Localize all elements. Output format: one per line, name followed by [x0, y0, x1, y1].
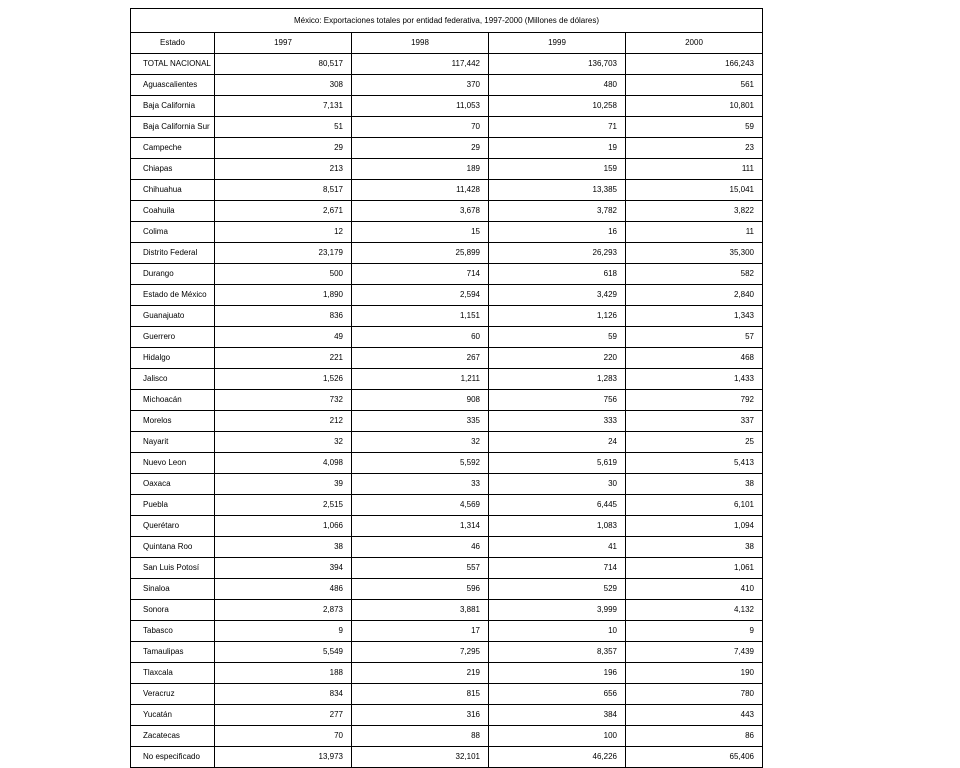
value-2000-cell: 65,406 [626, 747, 763, 768]
state-cell: Quintana Roo [131, 537, 215, 558]
state-cell: Puebla [131, 495, 215, 516]
value-1997-cell: 70 [215, 726, 352, 747]
value-1997-cell: 1,526 [215, 369, 352, 390]
value-1998-cell: 4,569 [352, 495, 489, 516]
value-1999-cell: 8,357 [489, 642, 626, 663]
table-row [131, 600, 763, 621]
value-2000-cell: 25 [626, 432, 763, 453]
header-1997: 1997 [215, 33, 352, 54]
value-1997-cell: 32 [215, 432, 352, 453]
value-1997-cell: 277 [215, 705, 352, 726]
table-row [131, 621, 763, 642]
value-2000-cell: 35,300 [626, 243, 763, 264]
value-1999-cell: 136,703 [489, 54, 626, 75]
table-row [131, 726, 763, 747]
value-2000-cell: 582 [626, 264, 763, 285]
table-row [131, 243, 763, 264]
value-2000-cell: 410 [626, 579, 763, 600]
value-1998-cell: 3,678 [352, 201, 489, 222]
value-1998-cell: 219 [352, 663, 489, 684]
table-row [131, 327, 763, 348]
value-1997-cell: 2,873 [215, 600, 352, 621]
value-2000-cell: 23 [626, 138, 763, 159]
state-cell: Campeche [131, 138, 215, 159]
value-1999-cell: 41 [489, 537, 626, 558]
value-1997-cell: 308 [215, 75, 352, 96]
value-1997-cell: 23,179 [215, 243, 352, 264]
table-row [131, 411, 763, 432]
value-1997-cell: 2,671 [215, 201, 352, 222]
value-1998-cell: 316 [352, 705, 489, 726]
value-1999-cell: 1,126 [489, 306, 626, 327]
value-1999-cell: 71 [489, 117, 626, 138]
value-1999-cell: 3,999 [489, 600, 626, 621]
value-2000-cell: 443 [626, 705, 763, 726]
table-row [131, 537, 763, 558]
value-1998-cell: 88 [352, 726, 489, 747]
value-1998-cell: 267 [352, 348, 489, 369]
value-1998-cell: 5,592 [352, 453, 489, 474]
state-cell: Nuevo Leon [131, 453, 215, 474]
value-1999-cell: 220 [489, 348, 626, 369]
value-2000-cell: 6,101 [626, 495, 763, 516]
value-1997-cell: 834 [215, 684, 352, 705]
value-1997-cell: 39 [215, 474, 352, 495]
value-1999-cell: 656 [489, 684, 626, 705]
value-1998-cell: 15 [352, 222, 489, 243]
table-row [131, 390, 763, 411]
table-row [131, 579, 763, 600]
table-row [131, 495, 763, 516]
value-1998-cell: 46 [352, 537, 489, 558]
table-row [131, 516, 763, 537]
value-1998-cell: 370 [352, 75, 489, 96]
state-cell: Aguascalientes [131, 75, 215, 96]
state-cell: Hidalgo [131, 348, 215, 369]
state-cell: Jalisco [131, 369, 215, 390]
value-2000-cell: 4,132 [626, 600, 763, 621]
table-row [131, 285, 763, 306]
value-1999-cell: 13,385 [489, 180, 626, 201]
value-1997-cell: 49 [215, 327, 352, 348]
state-cell: Tabasco [131, 621, 215, 642]
state-cell: Colima [131, 222, 215, 243]
value-1998-cell: 714 [352, 264, 489, 285]
value-2000-cell: 1,343 [626, 306, 763, 327]
value-2000-cell: 190 [626, 663, 763, 684]
state-cell: TOTAL NACIONAL [131, 54, 215, 75]
state-cell: Nayarit [131, 432, 215, 453]
table-row [131, 117, 763, 138]
table-row [131, 663, 763, 684]
value-2000-cell: 337 [626, 411, 763, 432]
value-1998-cell: 1,211 [352, 369, 489, 390]
value-1999-cell: 19 [489, 138, 626, 159]
value-2000-cell: 10,801 [626, 96, 763, 117]
state-cell: Morelos [131, 411, 215, 432]
value-1999-cell: 46,226 [489, 747, 626, 768]
state-cell: Estado de México [131, 285, 215, 306]
value-1999-cell: 100 [489, 726, 626, 747]
value-2000-cell: 11 [626, 222, 763, 243]
value-1998-cell: 189 [352, 159, 489, 180]
state-cell: Sonora [131, 600, 215, 621]
value-1997-cell: 212 [215, 411, 352, 432]
table-row [131, 747, 763, 768]
value-1999-cell: 16 [489, 222, 626, 243]
value-1999-cell: 26,293 [489, 243, 626, 264]
state-cell: Sinaloa [131, 579, 215, 600]
value-1998-cell: 25,899 [352, 243, 489, 264]
value-2000-cell: 468 [626, 348, 763, 369]
table-row [131, 558, 763, 579]
value-1999-cell: 714 [489, 558, 626, 579]
value-1997-cell: 1,066 [215, 516, 352, 537]
value-2000-cell: 59 [626, 117, 763, 138]
value-1997-cell: 29 [215, 138, 352, 159]
state-cell: Zacatecas [131, 726, 215, 747]
value-1999-cell: 756 [489, 390, 626, 411]
value-1998-cell: 557 [352, 558, 489, 579]
value-1998-cell: 32 [352, 432, 489, 453]
state-cell: Guerrero [131, 327, 215, 348]
value-1998-cell: 17 [352, 621, 489, 642]
value-1999-cell: 333 [489, 411, 626, 432]
value-1997-cell: 221 [215, 348, 352, 369]
value-1999-cell: 196 [489, 663, 626, 684]
state-cell: No especificado [131, 747, 215, 768]
table-row [131, 369, 763, 390]
value-1999-cell: 5,619 [489, 453, 626, 474]
value-2000-cell: 561 [626, 75, 763, 96]
value-1998-cell: 1,314 [352, 516, 489, 537]
state-cell: Baja California [131, 96, 215, 117]
value-1998-cell: 60 [352, 327, 489, 348]
value-2000-cell: 15,041 [626, 180, 763, 201]
table-row [131, 201, 763, 222]
table-body [131, 54, 763, 768]
value-1998-cell: 2,594 [352, 285, 489, 306]
value-1997-cell: 5,549 [215, 642, 352, 663]
value-1999-cell: 10 [489, 621, 626, 642]
value-1998-cell: 596 [352, 579, 489, 600]
exports-table [130, 8, 763, 768]
table-row [131, 642, 763, 663]
value-1998-cell: 29 [352, 138, 489, 159]
table-row [131, 264, 763, 285]
value-1998-cell: 335 [352, 411, 489, 432]
value-1998-cell: 815 [352, 684, 489, 705]
state-cell: San Luis Potosí [131, 558, 215, 579]
value-1997-cell: 12 [215, 222, 352, 243]
value-1997-cell: 500 [215, 264, 352, 285]
value-1997-cell: 38 [215, 537, 352, 558]
value-1998-cell: 33 [352, 474, 489, 495]
state-cell: Tamaulipas [131, 642, 215, 663]
value-1999-cell: 6,445 [489, 495, 626, 516]
state-cell: Durango [131, 264, 215, 285]
value-2000-cell: 57 [626, 327, 763, 348]
value-1999-cell: 159 [489, 159, 626, 180]
state-cell: Querétaro [131, 516, 215, 537]
value-1999-cell: 618 [489, 264, 626, 285]
value-1999-cell: 10,258 [489, 96, 626, 117]
state-cell: Coahuila [131, 201, 215, 222]
value-1999-cell: 3,429 [489, 285, 626, 306]
value-1997-cell: 2,515 [215, 495, 352, 516]
value-1997-cell: 213 [215, 159, 352, 180]
value-1999-cell: 30 [489, 474, 626, 495]
value-1998-cell: 1,151 [352, 306, 489, 327]
value-1997-cell: 8,517 [215, 180, 352, 201]
header-estado: Estado [131, 33, 215, 54]
table-row [131, 96, 763, 117]
value-1997-cell: 486 [215, 579, 352, 600]
table-row [131, 453, 763, 474]
value-1997-cell: 1,890 [215, 285, 352, 306]
header-1999: 1999 [489, 33, 626, 54]
value-1997-cell: 9 [215, 621, 352, 642]
table-row [131, 306, 763, 327]
state-cell: Guanajuato [131, 306, 215, 327]
header-1998: 1998 [352, 33, 489, 54]
value-1999-cell: 59 [489, 327, 626, 348]
value-1997-cell: 80,517 [215, 54, 352, 75]
value-1998-cell: 908 [352, 390, 489, 411]
state-cell: Oaxaca [131, 474, 215, 495]
value-1999-cell: 480 [489, 75, 626, 96]
value-2000-cell: 111 [626, 159, 763, 180]
state-cell: Tlaxcala [131, 663, 215, 684]
table-row [131, 348, 763, 369]
value-1999-cell: 1,083 [489, 516, 626, 537]
state-cell: Yucatán [131, 705, 215, 726]
value-1999-cell: 24 [489, 432, 626, 453]
value-1999-cell: 1,283 [489, 369, 626, 390]
value-1998-cell: 32,101 [352, 747, 489, 768]
value-1998-cell: 70 [352, 117, 489, 138]
table-row [131, 54, 763, 75]
value-2000-cell: 1,061 [626, 558, 763, 579]
table-row [131, 684, 763, 705]
table-row [131, 138, 763, 159]
table-row [131, 75, 763, 96]
value-1998-cell: 11,053 [352, 96, 489, 117]
value-2000-cell: 2,840 [626, 285, 763, 306]
value-2000-cell: 780 [626, 684, 763, 705]
value-2000-cell: 1,094 [626, 516, 763, 537]
value-2000-cell: 3,822 [626, 201, 763, 222]
value-1999-cell: 529 [489, 579, 626, 600]
value-1998-cell: 117,442 [352, 54, 489, 75]
table-row [131, 705, 763, 726]
header-row [131, 33, 763, 54]
value-1997-cell: 188 [215, 663, 352, 684]
value-2000-cell: 86 [626, 726, 763, 747]
value-1999-cell: 3,782 [489, 201, 626, 222]
state-cell: Michoacán [131, 390, 215, 411]
table-row [131, 474, 763, 495]
title-row [131, 9, 763, 33]
value-1998-cell: 3,881 [352, 600, 489, 621]
value-2000-cell: 38 [626, 474, 763, 495]
value-2000-cell: 9 [626, 621, 763, 642]
value-1998-cell: 7,295 [352, 642, 489, 663]
table-row [131, 180, 763, 201]
value-1997-cell: 51 [215, 117, 352, 138]
value-2000-cell: 5,413 [626, 453, 763, 474]
header-2000: 2000 [626, 33, 763, 54]
value-2000-cell: 7,439 [626, 642, 763, 663]
state-cell: Baja California Sur [131, 117, 215, 138]
value-1998-cell: 11,428 [352, 180, 489, 201]
value-2000-cell: 166,243 [626, 54, 763, 75]
state-cell: Distrito Federal [131, 243, 215, 264]
value-2000-cell: 792 [626, 390, 763, 411]
state-cell: Veracruz [131, 684, 215, 705]
table-row [131, 222, 763, 243]
value-1997-cell: 13,973 [215, 747, 352, 768]
state-cell: Chiapas [131, 159, 215, 180]
value-2000-cell: 1,433 [626, 369, 763, 390]
value-1997-cell: 7,131 [215, 96, 352, 117]
value-2000-cell: 38 [626, 537, 763, 558]
table-row [131, 159, 763, 180]
value-1997-cell: 394 [215, 558, 352, 579]
table-title: México: Exportaciones totales por entidad federativa, 1997-2000 (Millones de dólares) [131, 9, 763, 33]
value-1997-cell: 836 [215, 306, 352, 327]
value-1997-cell: 732 [215, 390, 352, 411]
value-1997-cell: 4,098 [215, 453, 352, 474]
value-1999-cell: 384 [489, 705, 626, 726]
state-cell: Chihuahua [131, 180, 215, 201]
table-row [131, 432, 763, 453]
